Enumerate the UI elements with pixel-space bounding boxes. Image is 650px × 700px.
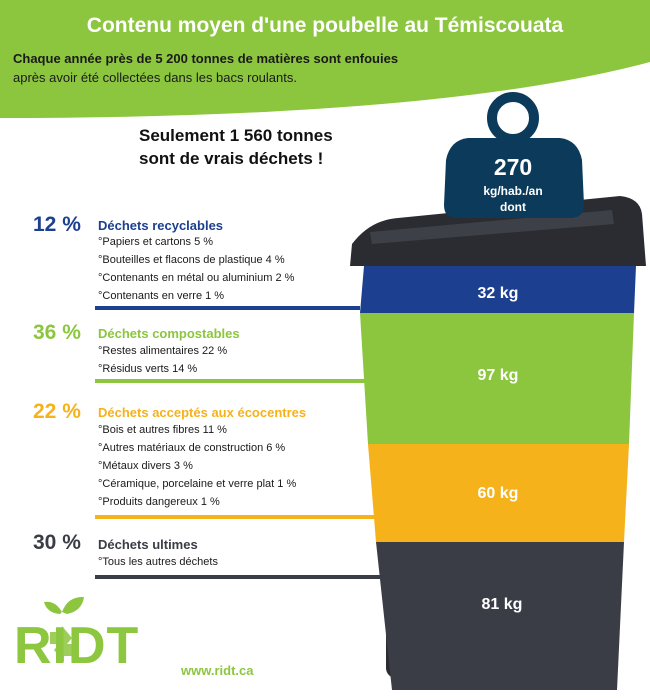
leaf-icon xyxy=(62,597,84,614)
item-ecocentres-4: °Produits dangereux 1 % xyxy=(98,496,220,508)
weight-suffix: dont xyxy=(500,200,526,214)
kg-recyclables: 32 kg xyxy=(477,285,519,302)
website-link[interactable]: www.ridt.ca xyxy=(181,663,254,678)
item-ecocentres-1: °Autres matériaux de construction 6 % xyxy=(98,442,286,454)
item-recyclables-1: °Bouteilles et flacons de plastique 4 % xyxy=(98,254,285,266)
category-ultimes: Déchets ultimes xyxy=(98,537,198,552)
percent-compostables: 36 % xyxy=(33,321,81,344)
leader-line-ultimes xyxy=(95,575,385,579)
category-compostables: Déchets compostables xyxy=(98,326,240,341)
leader-line-recyclables xyxy=(95,306,360,310)
item-ecocentres-0: °Bois et autres fibres 11 % xyxy=(98,424,227,436)
ridt-logo: RIDT xyxy=(14,617,140,675)
highlight-text xyxy=(139,124,389,170)
percent-recyclables: 12 % xyxy=(33,213,81,236)
bin-segment-ultimes xyxy=(376,542,624,690)
highlight-line-2: sont de vrais déchets ! xyxy=(139,149,324,168)
category-recyclables: Déchets recyclables xyxy=(98,218,224,233)
highlight-line-1: Seulement 1 560 tonnes xyxy=(139,126,333,145)
weight-unit: kg/hab./an xyxy=(483,184,543,198)
item-ultimes-0: °Tous les autres déchets xyxy=(98,556,218,568)
kg-ultimes: 81 kg xyxy=(481,596,523,613)
item-recyclables-2: °Contenants en métal ou aluminium 2 % xyxy=(98,272,295,284)
item-recyclables-0: °Papiers et cartons 5 % xyxy=(98,236,214,248)
subtitle-line-2: après avoir été collectées dans les bacs roulants. xyxy=(13,70,297,85)
leader-line-ecocentres xyxy=(95,515,380,519)
percent-ultimes: 30 % xyxy=(33,531,81,554)
weight-ring xyxy=(492,97,534,139)
weight-value: 270 xyxy=(493,154,533,180)
subtitle-line-1: Chaque année près de 5 200 tonnes de matières sont enfouies xyxy=(13,51,399,66)
item-ecocentres-3: °Céramique, porcelaine et verre plat 1 % xyxy=(98,478,297,490)
kg-compostables: 97 kg xyxy=(477,367,519,384)
kg-ecocentres: 60 kg xyxy=(477,485,519,502)
item-ecocentres-2: °Métaux divers 3 % xyxy=(98,460,193,472)
leaf-icon-2 xyxy=(44,602,62,614)
item-compostables-0: °Restes alimentaires 22 % xyxy=(98,345,228,357)
page-title: Contenu moyen d'une poubelle au Témiscouata xyxy=(86,14,564,37)
leader-line-compostables xyxy=(95,379,375,383)
item-compostables-1: °Résidus verts 14 % xyxy=(98,363,198,375)
item-recyclables-3: °Contenants en verre 1 % xyxy=(98,290,225,302)
category-ecocentres: Déchets acceptés aux écocentres xyxy=(98,405,307,420)
percent-ecocentres: 22 % xyxy=(33,400,81,423)
